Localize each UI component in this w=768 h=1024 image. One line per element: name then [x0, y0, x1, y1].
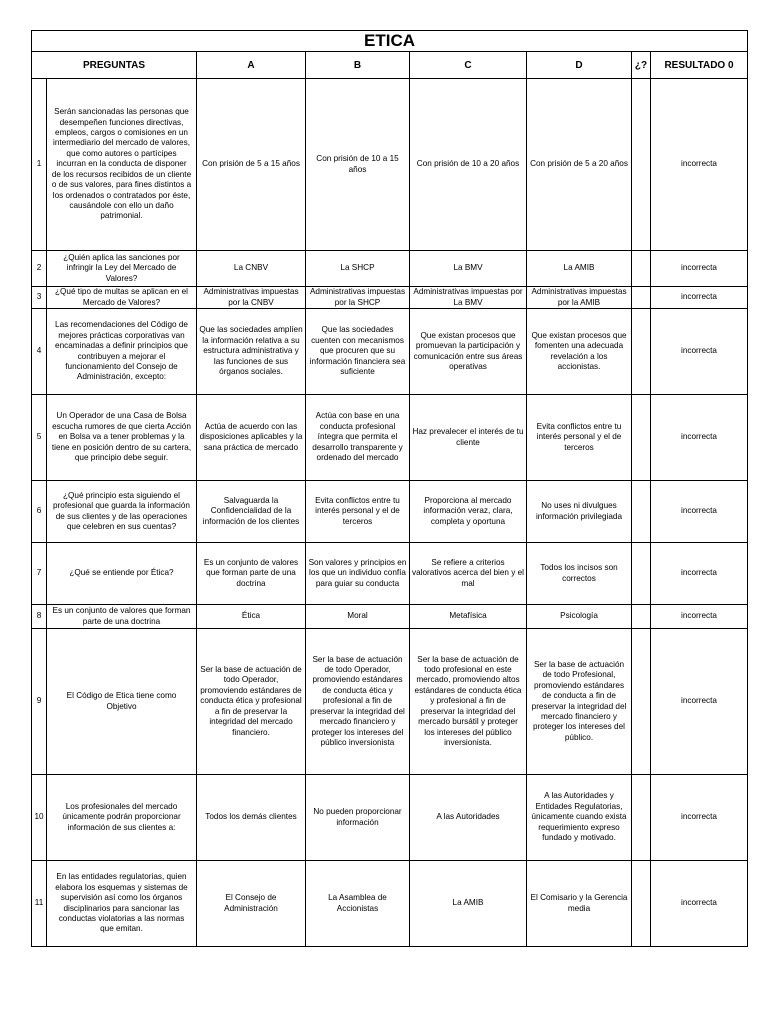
header-option-c: C [410, 52, 527, 79]
option-c: Ser la base de actuación de todo profesional en este mercado, promoviendo altos estándares de conducta ética y profesional a fin de preservar la integridad del mercado bursátil y proteger los intereses del público inversionista. [410, 629, 527, 775]
option-d: Todos los incisos son correctos [527, 543, 632, 605]
header-answer-mark: ¿? [632, 52, 651, 79]
result: incorrecta [651, 251, 748, 287]
result: incorrecta [651, 481, 748, 543]
option-d: Ser la base de actuación de todo Profesional, promoviendo estándares de conducta a fin de preservar la integridad del mercado financiero y proteger los intereses del público. [527, 629, 632, 775]
option-c: Se refiere a criterios valorativos acerca del bien y el mal [410, 543, 527, 605]
answer-mark [632, 251, 651, 287]
question-number: 10 [32, 775, 47, 861]
option-c: Con prisión de 10 a 20 años [410, 79, 527, 251]
sheet-title: ETICA [32, 31, 748, 52]
answer-mark [632, 481, 651, 543]
answer-mark [632, 543, 651, 605]
question-text: Serán sancionadas las personas que desempeñen funciones directivas, empleos, cargos o comisiones en un intermediario del mercado de valores, que como autores o partícipes incurran en la conducta de disponer de los recursos recibidos de un cliente o de sus valores, para fines distintos a los ordenados o contratados por éste, causándole con ello un daño patrimonial. [47, 79, 197, 251]
header-option-a: A [197, 52, 306, 79]
result: incorrecta [651, 861, 748, 947]
answer-mark [632, 775, 651, 861]
ethics-quiz-sheet [31, 30, 747, 947]
option-b: Administrativas impuestas por la SHCP [306, 287, 410, 309]
header-option-d: D [527, 52, 632, 79]
question-text: En las entidades regulatorias, quien elabora los esquemas y sistemas de supervisión así como los órganos disciplinarios para sancionar las conductas violatorias a las normas que emitan. [47, 861, 197, 947]
option-a: Que las sociedades amplíen la información relativa a su estructura administrativa y las funciones de sus órganos sociales. [197, 309, 306, 395]
result: incorrecta [651, 543, 748, 605]
option-d: Administrativas impuestas por la AMIB [527, 287, 632, 309]
question-text: ¿Qué tipo de multas se aplican en el Mercado de Valores? [47, 287, 197, 309]
option-b: Moral [306, 605, 410, 629]
answer-mark [632, 309, 651, 395]
question-text: El Código de Etica tiene como Objetivo [47, 629, 197, 775]
option-b: No pueden proporcionar información [306, 775, 410, 861]
option-c: A las Autoridades [410, 775, 527, 861]
result: incorrecta [651, 395, 748, 481]
question-text: Las recomendaciones del Código de mejores prácticas corporativas van encaminadas a definir principios que contribuyen a mejorar el funcionamiento del Consejo de Administración, excepto: [47, 309, 197, 395]
quiz-table [31, 30, 748, 947]
question-row [32, 775, 748, 861]
question-row [32, 629, 748, 775]
question-number: 5 [32, 395, 47, 481]
question-text: ¿Qué principio esta siguiendo el profesional que guarda la información de sus clientes y de las operaciones que celebren en sus cuentas? [47, 481, 197, 543]
question-text: Los profesionales del mercado únicamente podrán proporcionar información de sus clientes a: [47, 775, 197, 861]
question-row [32, 79, 748, 251]
question-text: Es un conjunto de valores que forman parte de una doctrina [47, 605, 197, 629]
question-number: 1 [32, 79, 47, 251]
option-b: La Asamblea de Accionistas [306, 861, 410, 947]
option-a: Todos los demás clientes [197, 775, 306, 861]
question-number: 9 [32, 629, 47, 775]
answer-mark [632, 629, 651, 775]
option-a: Ética [197, 605, 306, 629]
answer-mark [632, 287, 651, 309]
answer-mark [632, 605, 651, 629]
question-number: 11 [32, 861, 47, 947]
question-number: 2 [32, 251, 47, 287]
option-c: La AMIB [410, 861, 527, 947]
option-c: Que existan procesos que promuevan la participación y comunicación entre sus áreas operativas [410, 309, 527, 395]
option-a: La CNBV [197, 251, 306, 287]
result: incorrecta [651, 309, 748, 395]
question-text: ¿Qué se entiende por Ética? [47, 543, 197, 605]
option-b: Ser la base de actuación de todo Operador, promoviendo estándares de conducta ética y profesional a fin de preservar la integridad del mercado financiero y proteger los intereses del público inversionista [306, 629, 410, 775]
option-b: Que las sociedades cuenten con mecanismos que procuren que su información financiera sea suficiente [306, 309, 410, 395]
result: incorrecta [651, 629, 748, 775]
option-d: Psicología [527, 605, 632, 629]
question-row [32, 861, 748, 947]
option-b: Evita conflictos entre tu interés personal y el de terceros [306, 481, 410, 543]
option-d: Que existan procesos que fomenten una adecuada revelación a los accionistas. [527, 309, 632, 395]
option-c: Haz prevalecer el interés de tu cliente [410, 395, 527, 481]
question-number: 3 [32, 287, 47, 309]
option-b: Con prisión de 10 a 15 años [306, 79, 410, 251]
question-text: ¿Quién aplica las sanciones por infringir la Ley del Mercado de Valores? [47, 251, 197, 287]
answer-mark [632, 861, 651, 947]
option-c: Metafísica [410, 605, 527, 629]
option-a: Es un conjunto de valores que forman parte de una doctrina [197, 543, 306, 605]
option-c: Proporciona al mercado información veraz, clara, completa y oportuna [410, 481, 527, 543]
question-row [32, 251, 748, 287]
header-option-b: B [306, 52, 410, 79]
result: incorrecta [651, 79, 748, 251]
option-d: La AMIB [527, 251, 632, 287]
option-d: A las Autoridades y Entidades Regulatorias, únicamente cuando exista requerimiento expreso fundado y motivado. [527, 775, 632, 861]
option-a: Con prisión de 5 a 15 años [197, 79, 306, 251]
question-number: 6 [32, 481, 47, 543]
option-d: Evita conflictos entre tu interés personal y el de terceros [527, 395, 632, 481]
question-row [32, 309, 748, 395]
question-row [32, 605, 748, 629]
option-a: Actúa de acuerdo con las disposiciones aplicables y la sana práctica de mercado [197, 395, 306, 481]
option-d: El Comisario y la Gerencia media [527, 861, 632, 947]
header-preguntas: PREGUNTAS [32, 52, 197, 79]
option-b: Son valores y principios en los que un individuo confía para guiar su conducta [306, 543, 410, 605]
question-row [32, 395, 748, 481]
question-row [32, 481, 748, 543]
question-number: 4 [32, 309, 47, 395]
option-a: Ser la base de actuación de todo Operador, promoviendo estándares de conducta ética y profesional a fin de preservar la integridad del mercado financiero. [197, 629, 306, 775]
option-b: La SHCP [306, 251, 410, 287]
answer-mark [632, 395, 651, 481]
question-row [32, 287, 748, 309]
question-number: 7 [32, 543, 47, 605]
header-resultado: RESULTADO 0 [651, 52, 748, 79]
answer-mark [632, 79, 651, 251]
option-d: No uses ni divulgues información privilegiada [527, 481, 632, 543]
option-c: Administrativas impuestas por La BMV [410, 287, 527, 309]
result: incorrecta [651, 605, 748, 629]
option-a: Administrativas impuestas por la CNBV [197, 287, 306, 309]
option-b: Actúa con base en una conducta profesional íntegra que permita el desarrollo transparente y ordenado del mercado [306, 395, 410, 481]
question-row [32, 543, 748, 605]
result: incorrecta [651, 287, 748, 309]
result: incorrecta [651, 775, 748, 861]
option-d: Con prisión de 5 a 20 años [527, 79, 632, 251]
option-a: El Consejo de Administración [197, 861, 306, 947]
option-a: Salvaguarda la Confidencialidad de la información de los clientes [197, 481, 306, 543]
question-text: Un Operador de una Casa de Bolsa escucha rumores de que cierta Acción en Bolsa va a tener problemas y la tiene en posición dentro de su cartera, que principio debe seguir. [47, 395, 197, 481]
question-number: 8 [32, 605, 47, 629]
option-c: La BMV [410, 251, 527, 287]
